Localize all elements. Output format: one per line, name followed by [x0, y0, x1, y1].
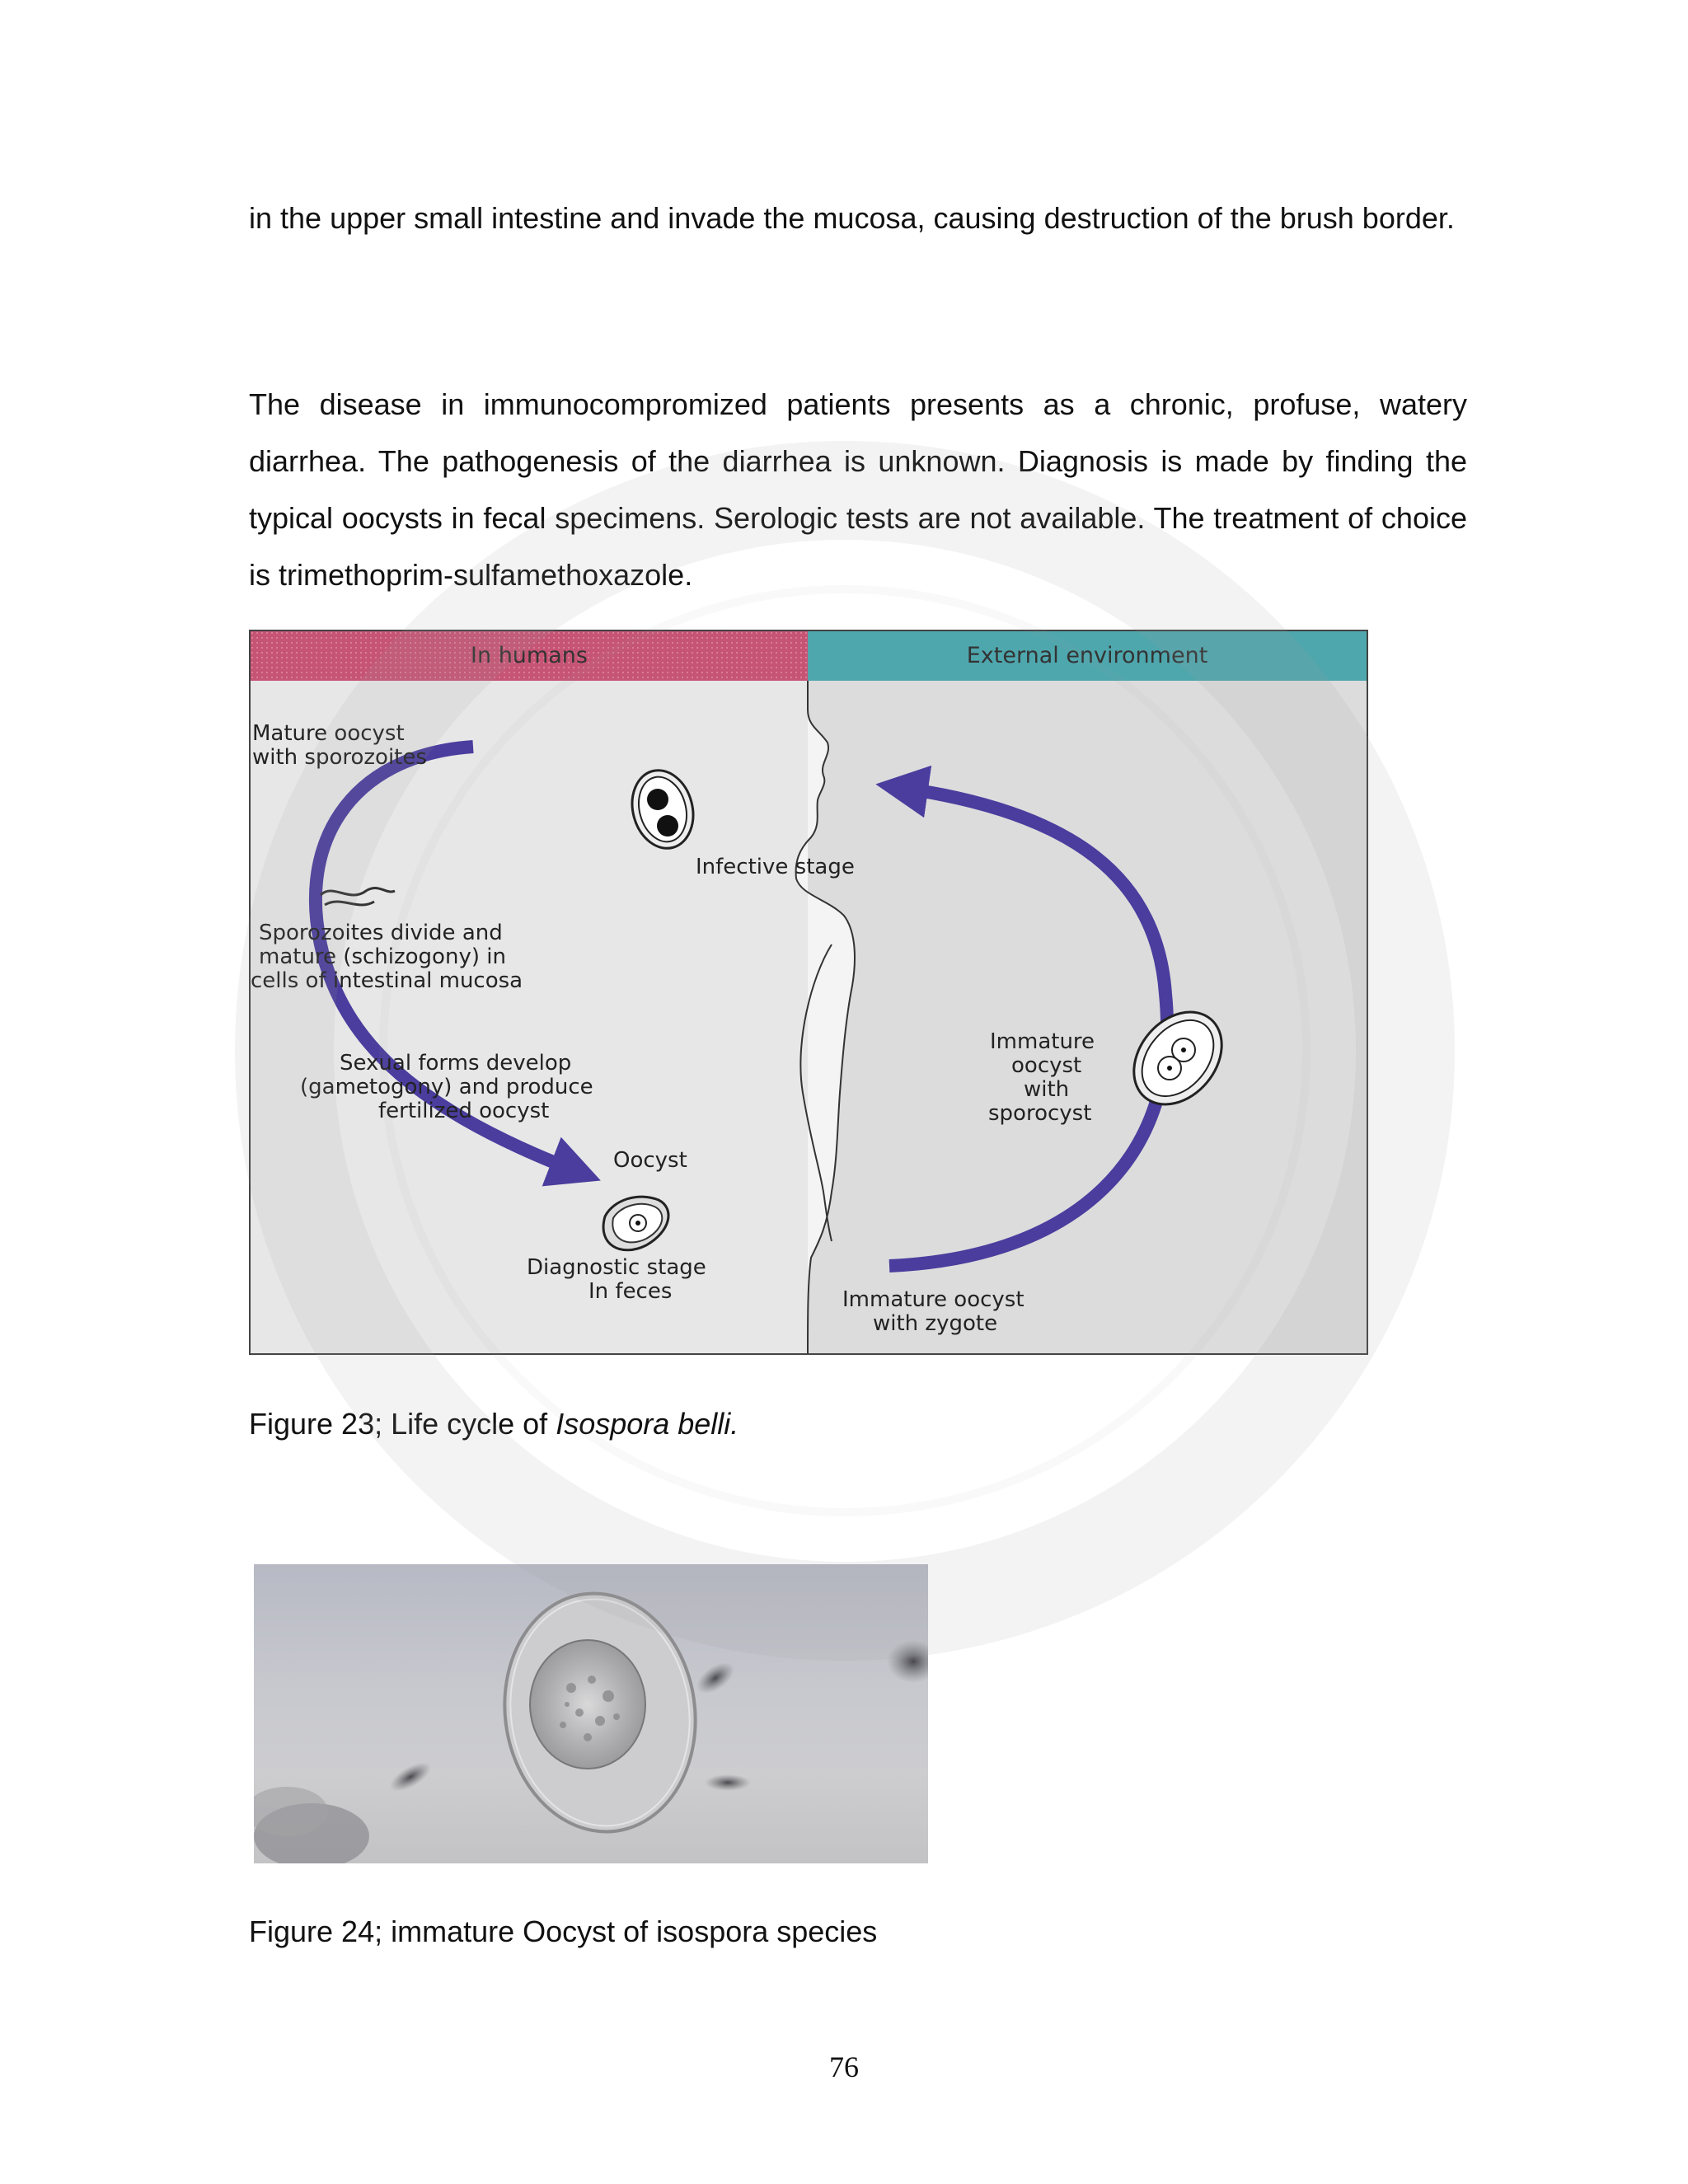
figure-23-caption	[249, 1406, 738, 1442]
label-infective-stage: Infective stage	[696, 855, 855, 879]
label-sporozoites-2: mature (schizogony) in	[259, 944, 506, 969]
oocyst-micrograph-image	[254, 1564, 928, 1863]
label-sporozoites-1: Sporozoites divide and	[259, 921, 503, 945]
label-immature-1: Immature	[990, 1029, 1095, 1054]
label-immature-4: sporocyst	[988, 1101, 1092, 1126]
label-mature-oocyst-2: with sporozoites	[252, 745, 427, 770]
oocyst-micrograph	[254, 1564, 928, 1863]
label-mature-oocyst-1: Mature oocyst	[252, 721, 405, 746]
diagnostic-oocyst-icon	[603, 1197, 668, 1250]
page-number: 76	[829, 2050, 859, 2083]
label-sexual-1: Sexual forms develop	[340, 1051, 572, 1076]
header-external-environment: External environment	[966, 643, 1208, 668]
figure-23-caption-prefix: Figure 23; Life cycle of	[249, 1407, 556, 1441]
label-zygote-2: with zygote	[873, 1311, 998, 1336]
sporozoite-icon	[321, 888, 395, 905]
label-diagnostic-1: Diagnostic stage	[527, 1255, 706, 1280]
label-sexual-3: fertilized oocyst	[378, 1099, 550, 1123]
label-immature-3: with	[1024, 1077, 1070, 1102]
paragraph-brush-border: in the upper small intestine and invade the mucosa, causing destruction of the brush border.	[249, 201, 1455, 235]
mature-oocyst-icon	[624, 763, 701, 855]
label-sporozoites-3: cells of intestinal mucosa	[251, 968, 523, 993]
label-diagnostic-2: In feces	[588, 1279, 673, 1304]
label-zygote-1: Immature oocyst	[842, 1287, 1025, 1312]
paragraph-disease-description: The disease in immunocompromized patients presents as a chronic, profuse, watery diarrhea. The pathogenesis of the diarrhea is unknown. Diagnosis is made by finding the typical oocysts in fecal specimens. Serologic tests are not available. The treatment of choice is trimethoprim-sulfamethoxazole.	[249, 387, 1467, 592]
label-immature-2: oocyst	[1011, 1053, 1082, 1078]
figure-24-caption: Figure 24; immature Oocyst of isospora species	[249, 1915, 878, 1948]
figure-23-caption-species: Isospora belli.	[556, 1407, 739, 1441]
life-cycle-figure	[249, 630, 1368, 1355]
header-in-humans: In humans	[471, 643, 588, 668]
label-sexual-2: (gametogony) and produce	[300, 1075, 593, 1099]
label-oocyst: Oocyst	[613, 1148, 687, 1173]
